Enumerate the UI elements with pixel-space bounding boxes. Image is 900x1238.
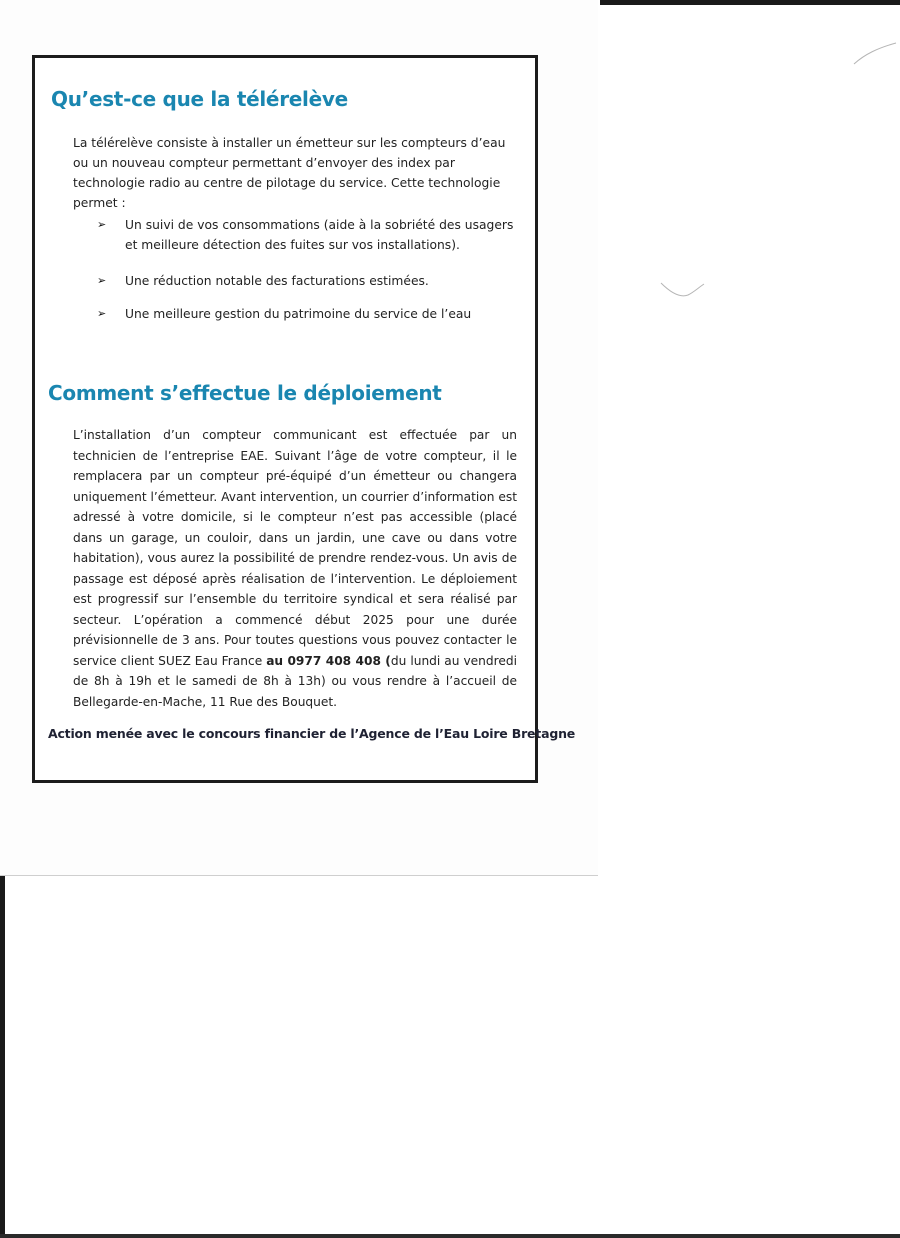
arrow-bullet-icon: ➢ xyxy=(97,274,107,287)
list-item-text: Une meilleure gestion du patrimoine du service de l’eau xyxy=(125,307,472,321)
list-item-text: Une réduction notable des facturations estimées. xyxy=(125,274,429,288)
deployment-text-end: du lundi au vendredi de 8h à 19h et le samedi de 8h à 13h) ou vous rendre à l’accueil de Bellegarde-en-Mache, 11 Rue des Bouquet. xyxy=(73,653,517,709)
arrow-bullet-icon: ➢ xyxy=(97,218,107,231)
pen-mark-middle-right xyxy=(658,278,708,302)
list-item-text: Un suivi de vos consommations (aide à la sobriété des usagers et meilleure détection des fuites sur vos installations). xyxy=(125,218,514,252)
pen-mark-top-right xyxy=(850,40,900,70)
funding-note: Action menée avec le concours financier de l’Agence de l’Eau Loire Bretagne xyxy=(48,726,576,741)
arrow-bullet-icon: ➢ xyxy=(97,307,107,320)
list-item xyxy=(97,215,517,255)
document-page xyxy=(0,0,598,876)
section-heading-deploiement: Comment s’effectue le déploiement xyxy=(48,381,442,405)
scan-left-edge xyxy=(0,872,5,1238)
intro-paragraph: La télérelève consiste à installer un émetteur sur les compteurs d’eau ou un nouveau compteur permettant d’envoyer des index par technologie radio au centre de pilotage du service. Cette technologie permet : xyxy=(73,136,506,210)
benefits-list xyxy=(97,215,517,324)
deployment-text-start: L’installation d’un compteur communicant est effectuée par un technicien de l’entreprise EAE. Suivant l’âge de votre compteur, il le remplacera par un compteur pré-équipé d’un émetteur ou changera uniquement l’émetteur. Avant intervention, un courrier d’information est adressé à votre domicile, si le compteur n’est pas accessible (placé dans un garage, un couloir, dans un jardin, une cave ou dans votre habitation), vous aurez la possibilité de prendre rendez-vous. Un avis de passage est déposé après réalisation de l’intervention. Le déploiement est progressif sur l’ensemble du territoire syndical et sera réalisé par secteur. L’opération a commencé début 2025 pour une durée prévisionnelle de 3 ans. Pour toutes questions vous pouvez contacter le service client SUEZ Eau France xyxy=(73,428,517,668)
list-item xyxy=(97,304,517,324)
phone-number: au 0977 408 408 ( xyxy=(266,653,391,668)
scan-top-edge xyxy=(600,0,900,5)
deployment-paragraph xyxy=(73,425,517,712)
content-frame xyxy=(32,55,576,783)
section-heading-telereleve: Qu’est-ce que la télérelève xyxy=(51,87,348,111)
list-item xyxy=(97,271,517,291)
scan-bottom-edge xyxy=(0,1234,900,1238)
